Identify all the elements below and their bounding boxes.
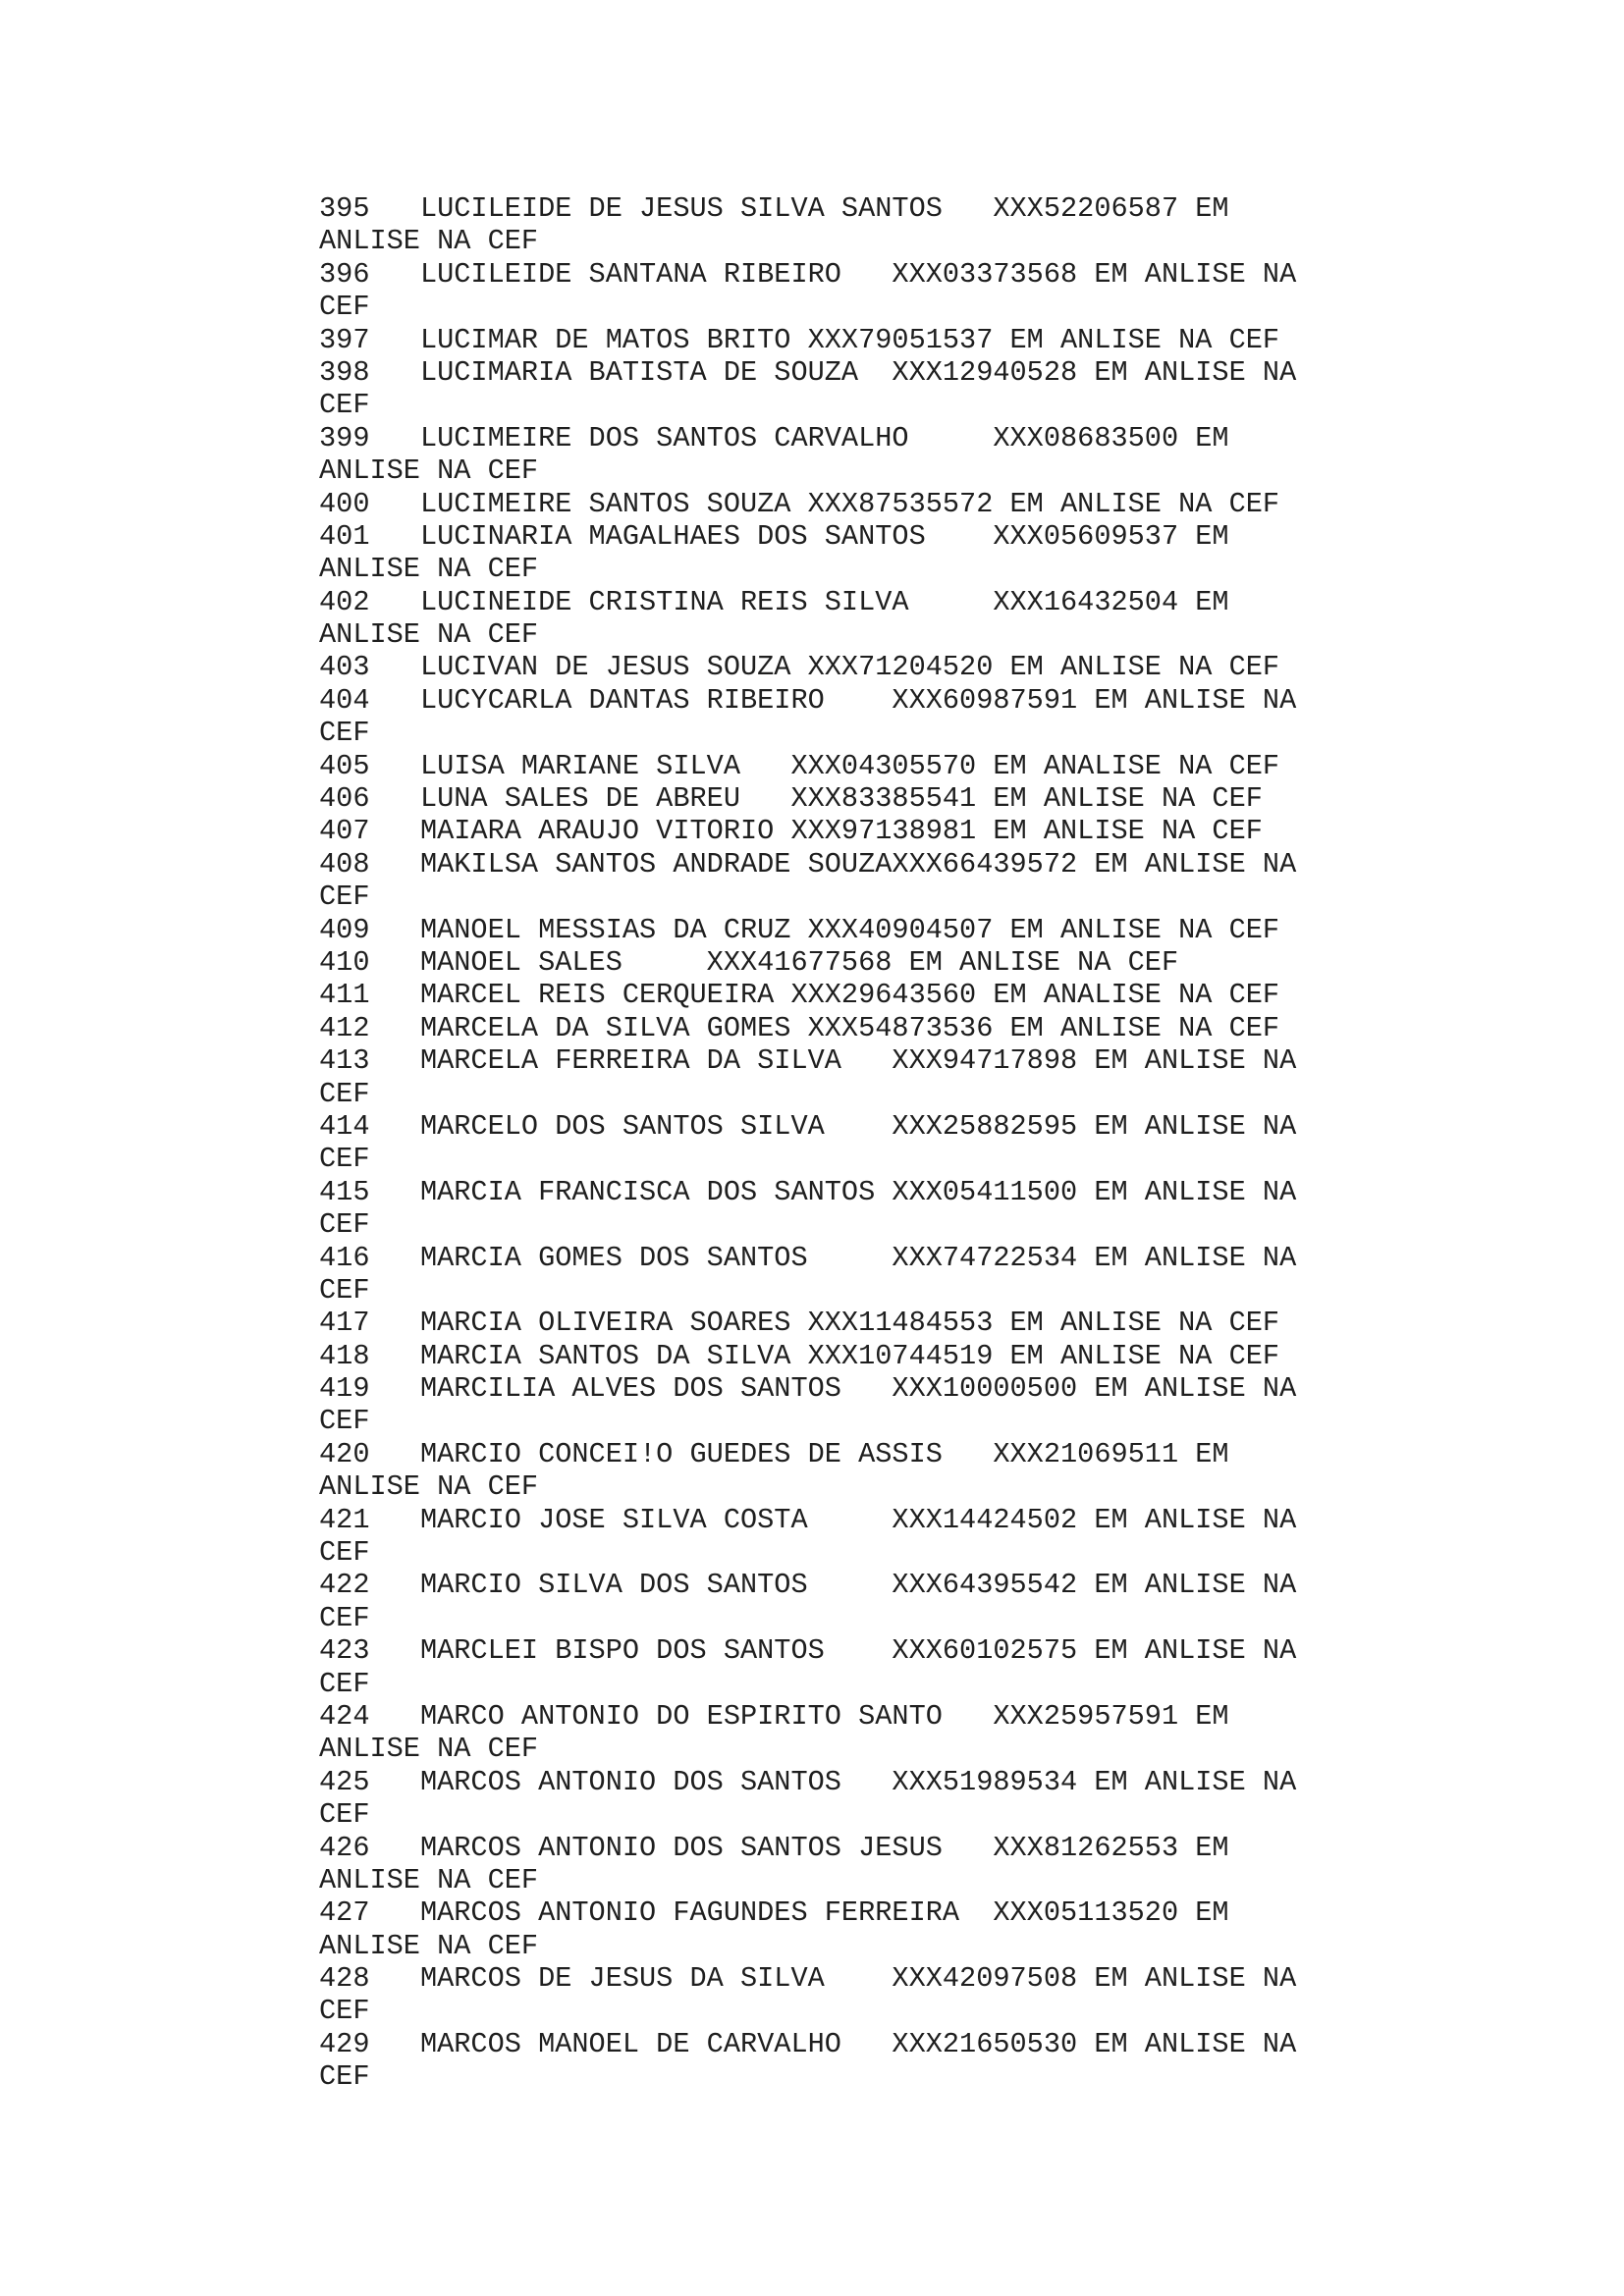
text-line: 417 MARCIA OLIVEIRA SOARES XXX11484553 EM ANLISE NA CEF (319, 1307, 1280, 1340)
text-line: 401 LUCINARIA MAGALHAES DOS SANTOS XXX05609537 EM (319, 519, 1229, 553)
text-line: CEF (319, 1208, 370, 1242)
text-line: CEF (319, 1601, 370, 1634)
text-line: ANLISE NA CEF (319, 553, 539, 586)
text-line: 409 MANOEL MESSIAS DA CRUZ XXX40904507 EM ANLISE NA CEF (319, 913, 1280, 946)
text-line: 425 MARCOS ANTONIO DOS SANTOS XXX51989534 EM ANLISE NA (319, 1765, 1297, 1798)
text-line: 427 MARCOS ANTONIO FAGUNDES FERREIRA XXX05113520 EM (319, 1896, 1229, 1930)
text-line: CEF (319, 881, 370, 914)
text-line: 428 MARCOS DE JESUS DA SILVA XXX42097508 EM ANLISE NA (319, 1962, 1297, 1996)
text-line: 396 LUCILEIDE SANTANA RIBEIRO XXX03373568 EM ANLISE NA (319, 257, 1297, 291)
text-line: 424 MARCO ANTONIO DO ESPIRITO SANTO XXX25957591 EM (319, 1699, 1229, 1733)
text-line: CEF (319, 1143, 370, 1176)
text-line: 398 LUCIMARIA BATISTA DE SOUZA XXX12940528 EM ANLISE NA (319, 355, 1297, 389)
text-line: CEF (319, 1798, 370, 1832)
text-line: ANLISE NA CEF (319, 618, 539, 652)
text-line: CEF (319, 1995, 370, 2028)
text-line: ANLISE NA CEF (319, 454, 539, 488)
text-body (319, 192, 1311, 2094)
text-line: CEF (319, 717, 370, 750)
text-line: 413 MARCELA FERREIRA DA SILVA XXX94717898 EM ANLISE NA (319, 1044, 1297, 1078)
text-line: CEF (319, 1536, 370, 1570)
text-line: 400 LUCIMEIRE SANTOS SOUZA XXX87535572 EM ANLISE NA CEF (319, 487, 1280, 520)
text-line: 411 MARCEL REIS CERQUEIRA XXX29643560 EM ANALISE NA CEF (319, 979, 1280, 1012)
text-line: 414 MARCELO DOS SANTOS SILVA XXX25882595 EM ANLISE NA (319, 1109, 1297, 1143)
text-line: 418 MARCIA SANTOS DA SILVA XXX10744519 EM ANLISE NA CEF (319, 1339, 1280, 1372)
text-line: 423 MARCLEI BISPO DOS SANTOS XXX60102575 EM ANLISE NA (319, 1634, 1297, 1668)
text-line: 429 MARCOS MANOEL DE CARVALHO XXX21650530 EM ANLISE NA (319, 2027, 1297, 2060)
text-line: CEF (319, 1405, 370, 1438)
text-line: CEF (319, 1077, 370, 1110)
text-line: 412 MARCELA DA SILVA GOMES XXX54873536 EM ANLISE NA CEF (319, 1011, 1280, 1044)
text-line: 422 MARCIO SILVA DOS SANTOS XXX64395542 EM ANLISE NA (319, 1569, 1297, 1602)
text-line: ANLISE NA CEF (319, 225, 539, 258)
text-line: 420 MARCIO CONCEI!O GUEDES DE ASSIS XXX21069511 EM (319, 1437, 1229, 1470)
text-line: 408 MAKILSA SANTOS ANDRADE SOUZAXXX66439572 EM ANLISE NA (319, 847, 1297, 881)
text-line: CEF (319, 2060, 370, 2094)
text-line: 419 MARCILIA ALVES DOS SANTOS XXX10000500 EM ANLISE NA (319, 1372, 1297, 1406)
text-line: 402 LUCINEIDE CRISTINA REIS SILVA XXX16432504 EM (319, 585, 1229, 618)
text-line: 415 MARCIA FRANCISCA DOS SANTOS XXX05411500 EM ANLISE NA (319, 1175, 1297, 1208)
text-line: 404 LUCYCARLA DANTAS RIBEIRO XXX60987591 EM ANLISE NA (319, 683, 1297, 717)
text-line: 416 MARCIA GOMES DOS SANTOS XXX74722534 EM ANLISE NA (319, 1241, 1297, 1274)
text-line: 403 LUCIVAN DE JESUS SOUZA XXX71204520 EM ANLISE NA CEF (319, 651, 1280, 684)
text-line: 397 LUCIMAR DE MATOS BRITO XXX79051537 EM ANLISE NA CEF (319, 323, 1280, 356)
text-line: 407 MAIARA ARAUJO VITORIO XXX97138981 EM ANLISE NA CEF (319, 815, 1263, 848)
text-line: CEF (319, 1273, 370, 1307)
text-line: 405 LUISA MARIANE SILVA XXX04305570 EM ANALISE NA CEF (319, 749, 1280, 782)
text-line: ANLISE NA CEF (319, 1929, 539, 1962)
text-line: ANLISE NA CEF (319, 1863, 539, 1896)
text-line: CEF (319, 291, 370, 324)
text-line: CEF (319, 389, 370, 422)
text-line: 410 MANOEL SALES XXX41677568 EM ANLISE NA CEF (319, 945, 1179, 979)
text-line: ANLISE NA CEF (319, 1470, 539, 1504)
text-line: 399 LUCIMEIRE DOS SANTOS CARVALHO XXX08683500 EM (319, 421, 1229, 454)
text-line: 406 LUNA SALES DE ABREU XXX83385541 EM ANLISE NA CEF (319, 782, 1263, 816)
text-line: 421 MARCIO JOSE SILVA COSTA XXX14424502 EM ANLISE NA (319, 1503, 1297, 1536)
text-line: 395 LUCILEIDE DE JESUS SILVA SANTOS XXX52206587 EM (319, 192, 1229, 225)
text-line: 426 MARCOS ANTONIO DOS SANTOS JESUS XXX81262553 EM (319, 1831, 1229, 1864)
text-line: ANLISE NA CEF (319, 1733, 539, 1766)
text-line: CEF (319, 1667, 370, 1700)
